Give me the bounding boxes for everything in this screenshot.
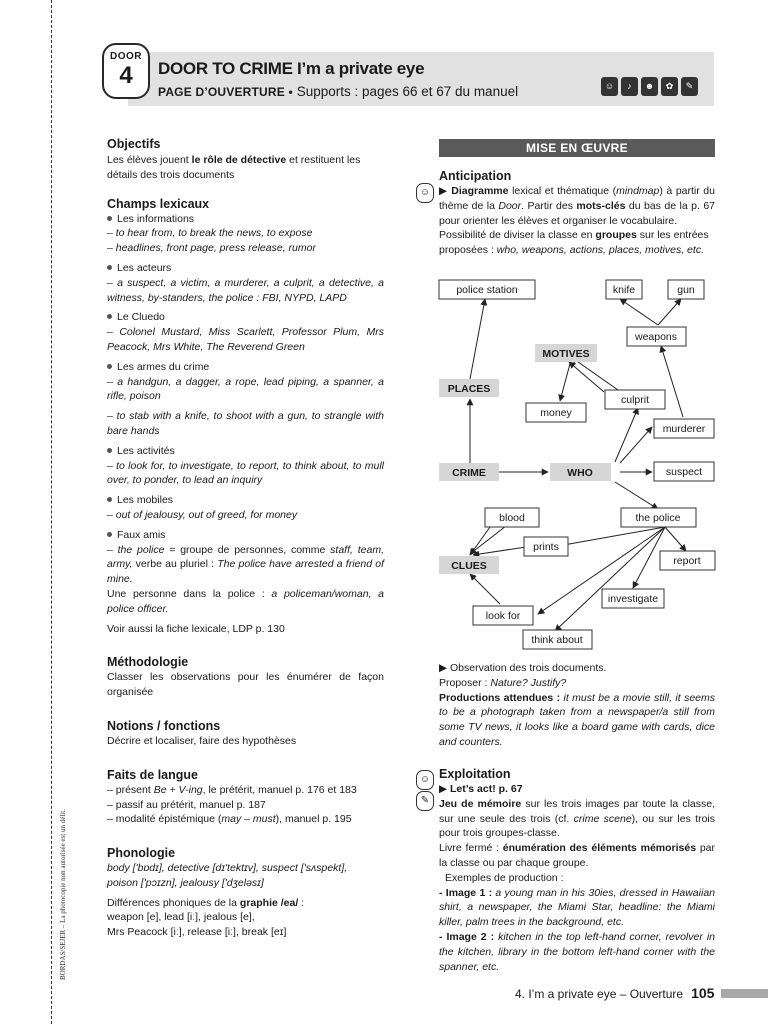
node-weapons: weapons (634, 331, 678, 343)
champs-line: – a suspect, a victim, a murderer, a culprit, a detective, a witness, by-standers, the police : FBI, NYPD, LAPD (107, 276, 384, 304)
subtitle-text: Supports : pages 66 et 67 du manuel (292, 84, 519, 99)
node-crime: CRIME (452, 467, 486, 479)
faits-line: – passif au prétérit, manuel p. 187 (107, 798, 266, 811)
anticipation-text: ▶ Diagramme lexical et thématique (mindmap) à partir du thème de la Door. Partir des mots-clés du bas de la p. 67 pour orienter les élèves et organiser le vocabulaire. (439, 185, 715, 227)
objectifs-text (107, 153, 384, 183)
text: Proposer : (439, 676, 491, 689)
exploit-text (439, 797, 715, 841)
text: , le prétérit, manuel p. 176 et 183 (202, 783, 357, 796)
text-italic: kitchen in the top left-hand corner, revolver in the kitchen, library in the bottom left-hand corner with the spanner, etc. (439, 930, 715, 973)
page-number: 105 (691, 985, 715, 1001)
text: par la classe ou par chaque groupe. (439, 842, 715, 869)
phono-line: body ['bɒdɪ], detective [dɪ'tektɪv], suspect ['sʌspekt], (107, 862, 348, 875)
text: sur les trois images par toute la classe, sur une seule des trois (cf. (439, 797, 715, 825)
text-italic: crime scene (573, 812, 632, 825)
text: sur les entrées proposées : (439, 229, 709, 257)
node-money: money (540, 407, 572, 419)
text-bold: - Image 2 : (439, 930, 499, 943)
writing-icon: ✎ (416, 791, 434, 811)
text: lexical et thématique ( (508, 185, 617, 197)
text-italic: staff, team, army, (107, 543, 384, 571)
notions-text: Décrire et localiser, faire des hypothèses (107, 734, 297, 747)
text: = groupe de personnes, comme (164, 543, 331, 556)
cut-line (51, 0, 52, 1024)
champs-item-cluedo: Le Cluedo (107, 310, 384, 325)
speaking-icon: ☺ (601, 77, 618, 96)
voir-aussi: Voir aussi la fiche lexicale, LDP p. 130 (107, 622, 285, 635)
page-footer (515, 986, 714, 1001)
text: et restituent les détails des trois documents (107, 154, 361, 181)
faits-line (107, 812, 384, 827)
exploitation-heading: Exploitation (439, 767, 511, 781)
node-think-about: think about (531, 634, 583, 646)
text: Les élèves jouent (107, 154, 192, 166)
text: Une personne dans la police : (107, 587, 272, 600)
text: Observation des trois documents. (450, 662, 607, 674)
champs-item-armes: Les armes du crime (107, 360, 384, 375)
text: ), manuel p. 195 (275, 813, 352, 826)
champs-line: – Colonel Mustard, Miss Scarlett, Professor Plum, Mrs Peacock, Mrs White, The Reverend Green (107, 326, 384, 353)
reading-icon: ✿ (661, 77, 678, 96)
text-italic: a young man in his 30ies, dressed in Hawaiian shirt, a newspaper, the Miami Star, headline: the Miami killer, palm trees in the background, etc. (439, 886, 715, 929)
node-who: WHO (567, 467, 593, 479)
faits-heading: Faits de langue (107, 767, 198, 782)
left-column (107, 136, 384, 940)
text: ), ou sur les trois pour trois groupes-classe. (439, 812, 715, 840)
copyright-note: BORDAS/SEJER – La photocopie non autorisée est un délit. (59, 809, 67, 980)
image2-text (439, 930, 715, 974)
champs-line: – a handgun, a dagger, a rope, lead piping, a spanner, a rifle, poison (107, 375, 384, 403)
anticipation-heading: Anticipation (439, 169, 512, 183)
speaking-icon: ☺ (416, 770, 434, 790)
text: Possibilité de diviser la classe en (439, 229, 596, 242)
speaking-icon: ☺ (416, 183, 434, 203)
phonologie-heading: Phonologie (107, 846, 176, 861)
interaction-icon: ☻ (641, 77, 658, 96)
node-prints: prints (533, 541, 559, 553)
champs-item-acteurs: Les acteurs (107, 261, 384, 276)
text-bold: énumération des éléments mémorisés (502, 842, 697, 855)
footer-text: 4. I’m a private eye – Ouverture (515, 987, 684, 1001)
text-italic: – the police (107, 543, 165, 556)
text-bold: - Image 1 : (439, 886, 496, 899)
subtitle-bold: PAGE D’OUVERTURE • (158, 85, 293, 99)
text: . Partir des (521, 199, 577, 212)
exploit-text: Exemples de production : (445, 871, 564, 884)
text: verbe au pluriel : (132, 558, 218, 571)
node-clues: CLUES (451, 560, 487, 572)
methodologie-heading: Méthodologie (107, 655, 189, 670)
text-bold: groupes (595, 229, 637, 242)
text: Différences phoniques de la (107, 896, 240, 909)
badge-label: DOOR (110, 51, 142, 62)
objectifs-heading: Objectifs (107, 137, 161, 151)
node-report: report (673, 555, 701, 567)
mindmap-nodes (439, 280, 715, 649)
text: – présent (107, 783, 154, 796)
champs-line: – to hear from, to break the news, to expose (107, 227, 313, 240)
badge-number: 4 (119, 62, 133, 89)
node-knife: knife (612, 284, 636, 296)
phono-line: Mrs Peacock [iː], release [iː], break [eɪ] (107, 926, 287, 939)
notions-heading: Notions / fonctions (107, 718, 221, 733)
text-bold: graphie /ea/ (239, 896, 299, 909)
node-gun: gun (677, 284, 695, 296)
champs-item-mobiles: Les mobiles (107, 493, 384, 508)
observation-block (439, 661, 715, 750)
writing-icon: ✎ (681, 77, 698, 96)
exploit-text (439, 841, 715, 871)
text-italic: Be + V-ing (153, 783, 203, 796)
image1-text (439, 886, 715, 930)
obs-productions (439, 691, 715, 750)
text-bold: Diagramme (451, 185, 509, 197)
champs-line: – to stab with a knife, to shoot with a gun, to strangle with bare hands (107, 410, 384, 437)
champs-line: – to look for, to investigate, to report, to think about, to mull over, to ponder, to lead an inquiry (107, 459, 384, 487)
champs-heading: Champs lexicaux (107, 196, 210, 211)
exploitation-block (439, 766, 715, 974)
text-bold: Let’s act! p. 67 (450, 783, 523, 795)
text: ) à partir du thème de la (439, 185, 715, 212)
champs-item-informations: Les informations (107, 212, 384, 227)
text-italic: may – must (221, 813, 276, 826)
text: – modalité épistémique ( (107, 813, 222, 826)
text-bold: le rôle de détective (191, 154, 287, 166)
text-italic: The police have arrested a friend of mine. (107, 558, 384, 586)
text-italic: a policeman/woman, a police officer. (107, 587, 385, 615)
footer-bar (721, 989, 768, 998)
node-motives: MOTIVES (542, 348, 590, 360)
mindmap-diagram (430, 275, 720, 655)
phono-line (107, 896, 384, 911)
anticipation-groups (439, 228, 715, 258)
phono-line: poison ['pɔɪzn], jealousy ['dʒeləsɪ] (107, 876, 264, 889)
obs-line (439, 676, 715, 691)
text-italic: who, weapons, actions, places, motives, etc. (496, 244, 704, 257)
police-person-text (107, 587, 384, 617)
text: : (298, 896, 305, 909)
activity-pictograms (601, 77, 698, 96)
text-italic: Door (498, 199, 522, 212)
page-title: DOOR TO CRIME I’m a private eye (158, 59, 425, 78)
faux-amis-text (107, 543, 384, 587)
phono-line: weapon [e], lead [iː], jealous [e], (107, 911, 255, 924)
champs-line: – headlines, front page, press release, rumor (107, 242, 316, 255)
text: du bas de la p. 67 pour orienter les élèves et organiser le vocabulaire. (439, 199, 715, 227)
text-bold: Productions attendues : (439, 691, 564, 704)
obs-line: ▶ Observation des trois documents. (439, 662, 607, 674)
door-badge (102, 43, 150, 99)
node-culprit: culprit (620, 394, 650, 406)
exploit-sub: ▶ Let’s act! p. 67 (439, 783, 523, 795)
text: Livre fermé : (439, 842, 503, 855)
champs-item-faux-amis: Faux amis (107, 528, 384, 543)
text-italic: it must be a movie still, it seems to be a photograph taken from a newspaper/a still from some TV news, it looks like a board game with cards, dice and counters. (439, 691, 715, 748)
champs-line: – out of jealousy, out of greed, for money (107, 508, 298, 521)
faits-line (107, 783, 384, 798)
right-column (439, 168, 715, 258)
text-italic: mindmap (616, 185, 660, 197)
node-look-for: look for (485, 610, 521, 622)
node-murderer: murderer (662, 423, 706, 435)
mise-en-oeuvre-banner: MISE EN ŒUVRE (439, 139, 715, 157)
node-places: PLACES (447, 383, 491, 395)
node-suspect: suspect (665, 466, 703, 478)
champs-item-activites: Les activités (107, 444, 384, 459)
node-blood: blood (499, 512, 525, 524)
text-bold: Jeu de mémoire (439, 797, 522, 810)
methodologie-text: Classer les observations pour les énumérer de façon organisée (107, 671, 384, 699)
text-bold: mots-clés (576, 199, 626, 212)
node-investigate: investigate (607, 593, 659, 605)
node-the-police: the police (635, 512, 681, 524)
page-subtitle (158, 83, 518, 101)
node-police-station: police station (456, 284, 518, 296)
text-italic: Nature? Justify? (490, 676, 567, 689)
listening-icon: ♪ (621, 77, 638, 96)
